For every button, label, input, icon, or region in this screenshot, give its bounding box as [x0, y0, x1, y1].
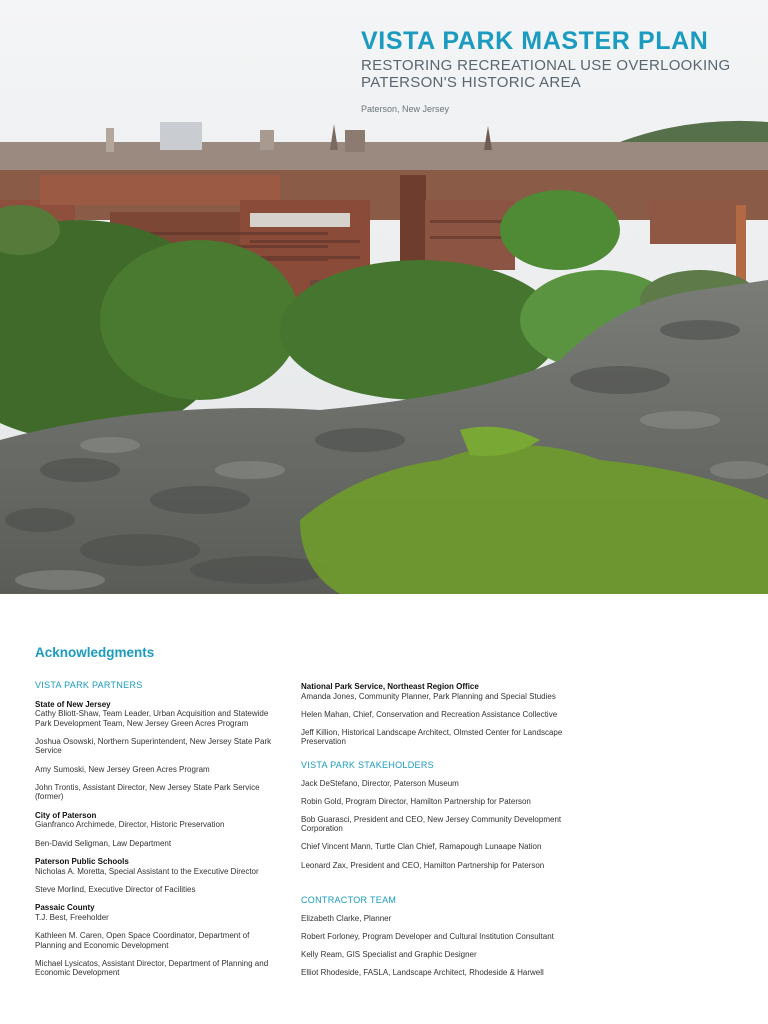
- document-title: VISTA PARK MASTER PLAN: [361, 27, 709, 55]
- entry: Nicholas A. Moretta, Special Assistant to the Executive Director: [35, 866, 259, 876]
- org-name: City of Paterson: [35, 810, 97, 820]
- entry: Chief Vincent Mann, Turtle Clan Chief, Ramapough Lunaape Nation: [301, 842, 542, 852]
- partner-group-county: [35, 903, 280, 978]
- partner-group-city: [35, 811, 280, 848]
- partner-group-schools: [35, 857, 280, 894]
- entry: Gianfranco Archimede, Director, Historic Preservation: [35, 820, 225, 830]
- entry: Jack DeStefano, Director, Paterson Museum: [301, 778, 459, 788]
- stakeholders-group: [301, 779, 601, 871]
- entry: Bob Guarasci, President and CEO, New Jersey Community Development Corporation: [301, 814, 562, 834]
- entry: Jeff Killion, Historical Landscape Architect, Olmsted Center for Landscape Preservation: [301, 727, 563, 747]
- entry: Joshua Osowski, Northern Superintendent, New Jersey State Park Service: [35, 736, 272, 756]
- stakeholders-heading: VISTA PARK STAKEHOLDERS: [301, 759, 434, 770]
- entry: Ben-David Seligman, Law Department: [35, 838, 172, 848]
- nps-group: [301, 682, 601, 747]
- org-name: National Park Service, Northeast Region Office: [301, 682, 479, 691]
- entry: Cathy Bliott-Shaw, Team Leader, Urban Acquisition and Statewide Park Development Team, New Jersey Green Acres Program: [35, 709, 269, 728]
- entry: Kelly Ream, GIS Specialist and Graphic Designer: [301, 949, 477, 959]
- entry: T.J. Best, Freeholder: [35, 913, 109, 922]
- contractors-group: [301, 914, 601, 978]
- partner-group-state: [35, 700, 280, 802]
- subtitle-line-1: RESTORING RECREATIONAL USE OVERLOOKING: [361, 57, 731, 74]
- acknowledgments-heading: Acknowledgments: [35, 645, 155, 660]
- entry: Kathleen M. Caren, Open Space Coordinator, Department of Planning and Economic Development: [35, 931, 250, 950]
- right-column: [301, 682, 601, 987]
- entry: Michael Lysicatos, Assistant Director, Department of Planning and Economic Development: [35, 958, 269, 978]
- org-name: Passaic County: [35, 903, 95, 913]
- partners-column: [35, 681, 280, 987]
- entry: Steve Morlind, Executive Director of Facilities: [35, 884, 196, 894]
- location-label: Paterson, New Jersey: [361, 104, 450, 114]
- title-block: [361, 28, 761, 114]
- entry: Amy Sumoski, New Jersey Green Acres Program: [35, 764, 210, 774]
- entry: Helen Mahan, Chief, Conservation and Recreation Assistance Collective: [301, 709, 558, 719]
- entry: Elizabeth Clarke, Planner: [301, 913, 392, 923]
- entry: Amanda Jones, Community Planner, Park Planning and Special Studies: [301, 691, 556, 701]
- entry: John Trontis, Assistant Director, New Jersey State Park Service (former): [35, 782, 260, 802]
- partners-heading: VISTA PARK PARTNERS: [35, 680, 143, 690]
- entry: Elliot Rhodeside, FASLA, Landscape Architect, Rhodeside & Harwell: [301, 968, 544, 977]
- entry: Robin Gold, Program Director, Hamilton Partnership for Paterson: [301, 796, 531, 806]
- org-name: State of New Jersey: [35, 699, 111, 709]
- entry: Leonard Zax, President and CEO, Hamilton Partnership for Paterson: [301, 860, 545, 870]
- contractors-heading: CONTRACTOR TEAM: [301, 895, 397, 906]
- entry: Robert Forloney, Program Developer and Cultural Institution Consultant: [301, 931, 554, 941]
- org-name: Paterson Public Schools: [35, 857, 129, 867]
- subtitle-line-2: PATERSON'S HISTORIC AREA: [361, 74, 582, 91]
